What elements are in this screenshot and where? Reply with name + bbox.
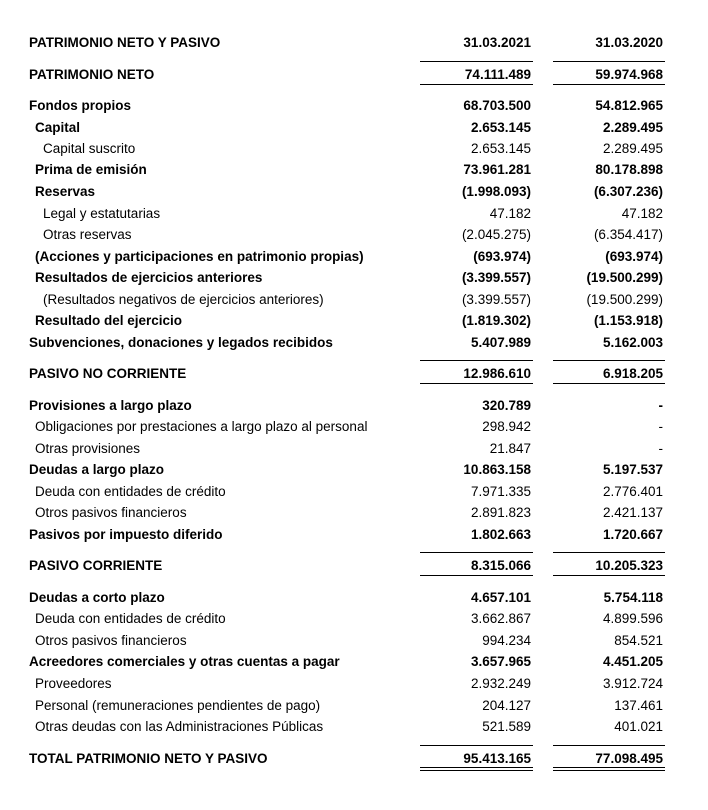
table-row: Otros pasivos financieros 994.234 854.521 bbox=[35, 633, 663, 648]
table-row: Capital suscrito 2.653.145 2.289.495 bbox=[43, 141, 663, 156]
table-row: Otras deudas con las Administraciones Públicas 521.589 401.021 bbox=[35, 719, 663, 734]
table-row: Deudas a largo plazo 10.863.158 5.197.537 bbox=[29, 462, 663, 477]
table-row: (Resultados negativos de ejercicios anteriores) (3.399.557) (19.500.299) bbox=[43, 292, 663, 307]
table-row: Resultado del ejercicio (1.819.302) (1.153.918) bbox=[35, 313, 663, 328]
table-row: Otras provisiones 21.847 - bbox=[35, 441, 663, 456]
table-row: Legal y estatutarias 47.182 47.182 bbox=[43, 206, 663, 221]
table-row: Subvenciones, donaciones y legados recibidos 5.407.989 5.162.003 bbox=[29, 335, 663, 350]
table-row: Otros pasivos financieros 2.891.823 2.421.137 bbox=[35, 505, 663, 520]
header-title: PATRIMONIO NETO Y PASIVO bbox=[29, 35, 221, 50]
table-row: Deuda con entidades de crédito 7.971.335 2.776.401 bbox=[35, 484, 663, 499]
table-row: Provisiones a largo plazo 320.789 - bbox=[29, 398, 663, 413]
table-row: PASIVO CORRIENTE 8.315.066 10.205.323 bbox=[29, 558, 663, 573]
total-double-rule-col2 bbox=[553, 767, 665, 771]
table-row: Fondos propios 68.703.500 54.812.965 bbox=[29, 98, 663, 113]
table-row: Obligaciones por prestaciones a largo plazo al personal 298.942 - bbox=[35, 419, 663, 434]
table-row: Proveedores 2.932.249 3.912.724 bbox=[35, 676, 663, 691]
table-row: Otras reservas (2.045.275) (6.354.417) bbox=[43, 227, 663, 242]
table-row: Reservas (1.998.093) (6.307.236) bbox=[35, 184, 663, 199]
table-row-total: TOTAL PATRIMONIO NETO Y PASIVO 95.413.165 77.098.495 bbox=[29, 751, 663, 766]
table-row: Resultados de ejercicios anteriores (3.399.557) (19.500.299) bbox=[35, 270, 663, 285]
top-rule-col2 bbox=[553, 61, 665, 62]
header-col-2020: 31.03.2020 bbox=[595, 35, 663, 50]
table-row: Personal (remuneraciones pendientes de pago) 204.127 137.461 bbox=[35, 698, 663, 713]
table-row: Deudas a corto plazo 4.657.101 5.754.118 bbox=[29, 590, 663, 605]
table-row: PATRIMONIO NETO 74.111.489 59.974.968 bbox=[29, 67, 663, 82]
table-row: Capital 2.653.145 2.289.495 bbox=[35, 120, 663, 135]
table-row: PASIVO NO CORRIENTE 12.986.610 6.918.205 bbox=[29, 366, 663, 381]
header-col-2021: 31.03.2021 bbox=[463, 35, 531, 50]
table-header bbox=[0, 32, 708, 53]
top-rule-col1 bbox=[420, 61, 533, 62]
table-row: Deuda con entidades de crédito 3.662.867 4.899.596 bbox=[35, 611, 663, 626]
table-row: Pasivos por impuesto diferido 1.802.663 1.720.667 bbox=[29, 527, 663, 542]
table-row: Prima de emisión 73.961.281 80.178.898 bbox=[35, 162, 663, 177]
table-row: (Acciones y participaciones en patrimonio propias) (693.974) (693.974) bbox=[35, 249, 663, 264]
total-double-rule-col1 bbox=[420, 767, 533, 771]
table-row: Acreedores comerciales y otras cuentas a pagar 3.657.965 4.451.205 bbox=[29, 654, 663, 669]
